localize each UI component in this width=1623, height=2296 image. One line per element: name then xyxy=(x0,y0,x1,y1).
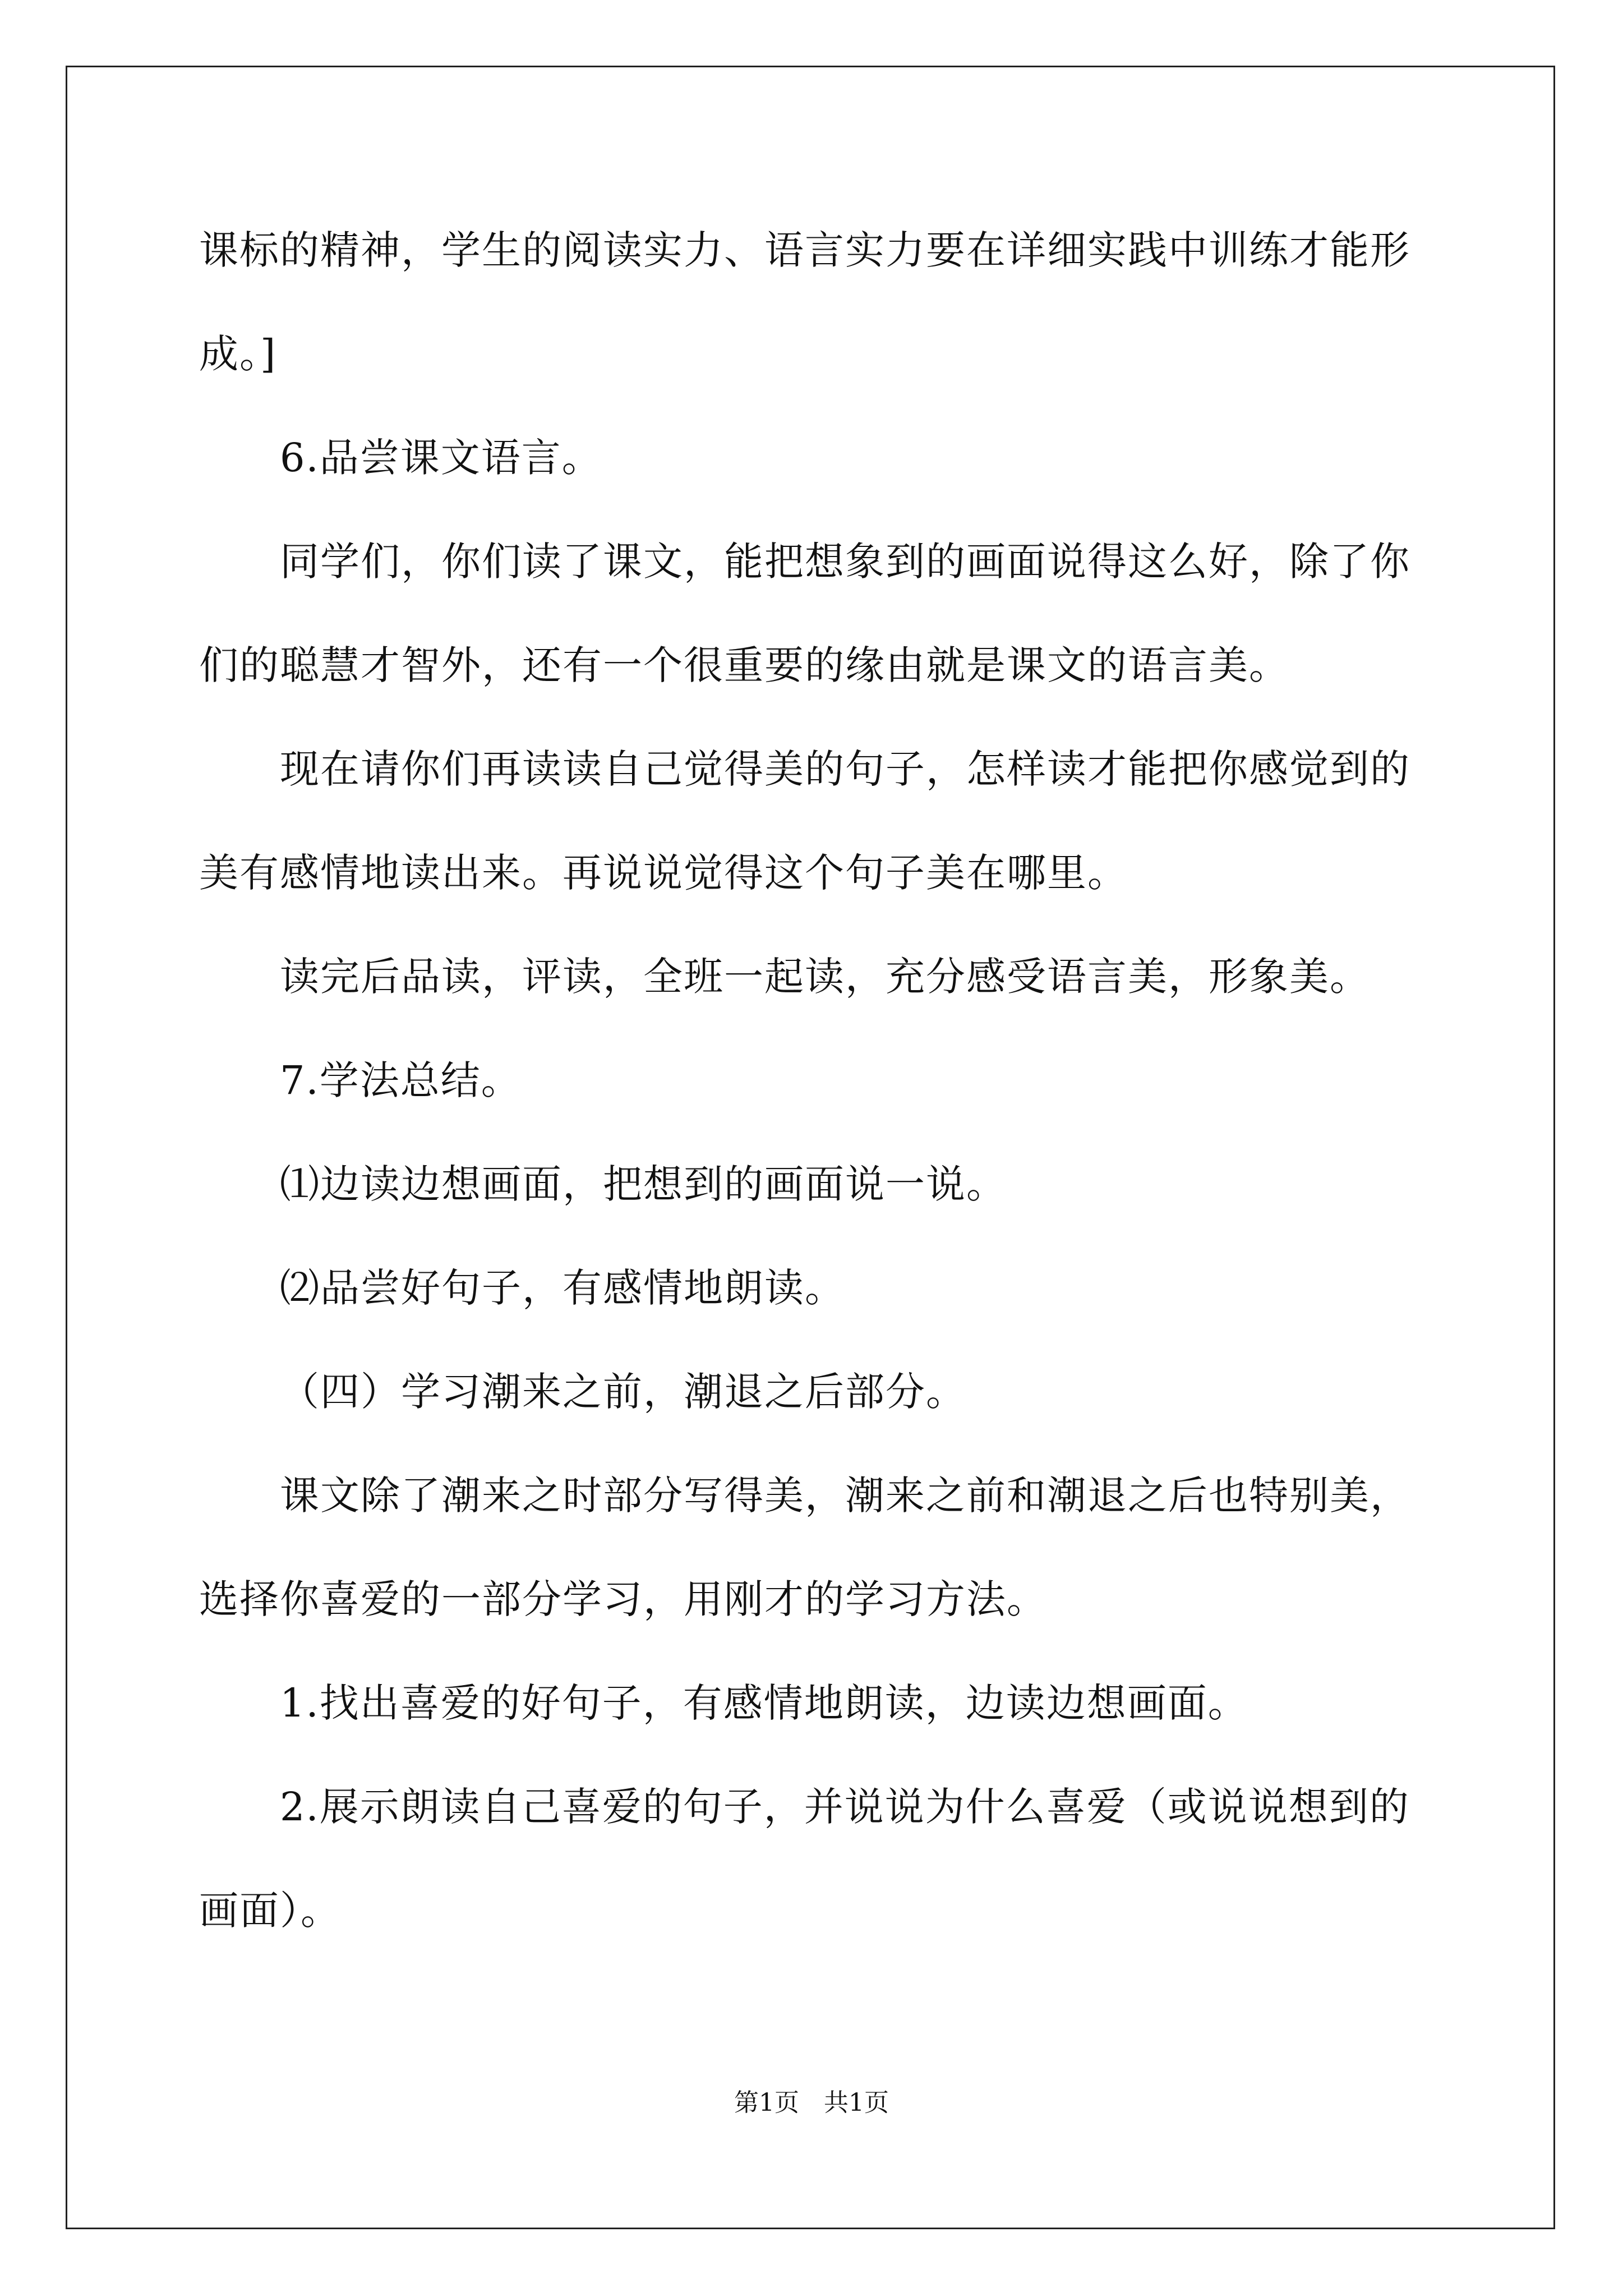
text-line: ⑴边读边想画面，把想到的画面说一说。 xyxy=(280,1161,1007,1207)
text-line: 们的聪慧才智外，还有一个很重要的缘由就是课文的语言美。 xyxy=(199,642,1289,688)
text-line: 美有感情地读出来。再说说觉得这个句子美在哪里。 xyxy=(199,850,1128,896)
text-line: 6.品尝课文语言。 xyxy=(280,435,602,481)
text-line: 画面）。 xyxy=(199,1888,341,1934)
text-line: ⑵品尝好句子，有感情地朗读。 xyxy=(280,1265,845,1311)
text-line: 成。] xyxy=(199,331,277,377)
page-footer: 第1页 共1页 xyxy=(734,2088,889,2117)
text-line: 现在请你们再读读自己觉得美的句子，怎样读才能把你感觉到的 xyxy=(280,746,1410,792)
text-line: 课标的精神，学生的阅读实力、语言实力要在详细实践中训练才能形 xyxy=(199,227,1410,273)
text-line: 读完后品读，评读，全班一起读，充分感受语言美，形象美。 xyxy=(280,954,1370,1000)
text-line: 同学们，你们读了课文，能把想象到的画面说得这么好，除了你 xyxy=(280,539,1410,585)
text-line: 7.学法总结。 xyxy=(280,1057,522,1103)
text-line: 1.找出喜爱的好句子，有感情地朗读，边读边想画面。 xyxy=(280,1680,1248,1726)
section-heading: （四）学习潮来之前，潮退之后部分。 xyxy=(280,1369,966,1415)
text-line: 选择你喜爱的一部分学习，用刚才的学习方法。 xyxy=(199,1576,1047,1622)
text-line: 2.展示朗读自己喜爱的句子，并说说为什么喜爱（或说说想到的 xyxy=(280,1784,1410,1830)
text-line: 课文除了潮来之时部分写得美，潮来之前和潮退之后也特别美， xyxy=(280,1473,1410,1519)
